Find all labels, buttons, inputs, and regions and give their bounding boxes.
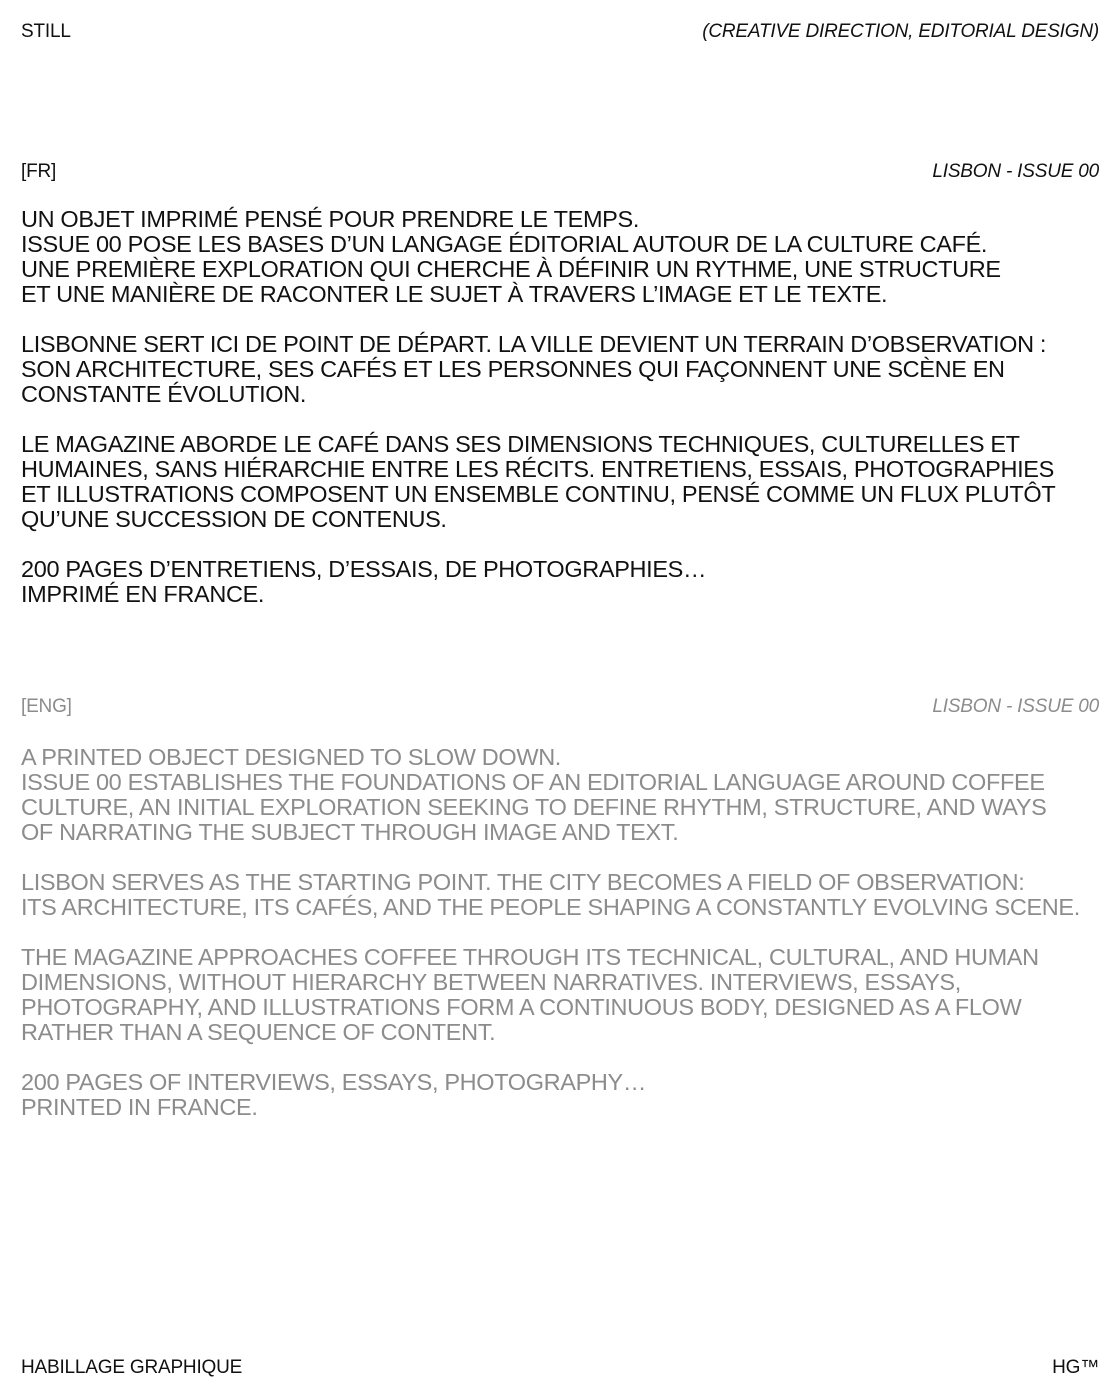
en-section-meta: [21, 695, 1099, 719]
en-paragraph-1: A PRINTED OBJECT DESIGNED TO SLOW DOWN. ISSUE 00 ESTABLISHES THE FOUNDATIONS OF AN EDITORIAL LANGUAGE AROUND COFFEE CULTURE, AN INITIAL EXPLORATION SEEKING TO DEFINE RHYTHM, STRUCTURE, AND WAYS OF NARRATING THE SUBJECT THROUGH IMAGE AND TEXT.: [21, 744, 1047, 845]
en-description: [21, 745, 1101, 1145]
en-paragraph-4: 200 PAGES OF INTERVIEWS, ESSAYS, PHOTOGRAPHY… PRINTED IN FRANCE.: [21, 1069, 647, 1120]
fr-paragraph-3: LE MAGAZINE ABORDE LE CAFÉ DANS SES DIMENSIONS TECHNIQUES, CULTURELLES ET HUMAINES, SANS HIÉRARCHIE ENTRE LES RÉCITS. ENTRETIENS, ESSAIS, PHOTOGRAPHIES ET ILLUSTRATIONS COMPOSENT UN ENSEMBLE CONTINU, PENSÉ COMME UN FLUX PLUTÔT QU’UNE SUCCESSION DE CONTENUS.: [21, 431, 1056, 532]
page-footer: [21, 1356, 1099, 1380]
en-paragraph-3: THE MAGAZINE APPROACHES COFFEE THROUGH ITS TECHNICAL, CULTURAL, AND HUMAN DIMENSIONS, WITHOUT HIERARCHY BETWEEN NARRATIVES. INTERVIEWS, ESSAYS, PHOTOGRAPHY, AND ILLUSTRATIONS FORM A CONTINUOUS BODY, DESIGNED AS A FLOW RATHER THAN A SEQUENCE OF CONTENT.: [21, 944, 1039, 1045]
fr-paragraph-4: 200 PAGES D’ENTRETIENS, D’ESSAIS, DE PHOTOGRAPHIES… IMPRIMÉ EN FRANCE.: [21, 556, 707, 607]
fr-language-label[interactable]: [FR]: [21, 161, 57, 182]
project-title[interactable]: STILL: [21, 21, 71, 42]
en-paragraph-2: LISBON SERVES AS THE STARTING POINT. THE CITY BECOMES A FIELD OF OBSERVATION: ITS ARCHITECTURE, ITS CAFÉS, AND THE PEOPLE SHAPING A CONSTANTLY EVOLVING SCENE.: [21, 869, 1080, 920]
fr-section-meta: [21, 160, 1099, 184]
project-roles: (CREATIVE DIRECTION, EDITORIAL DESIGN): [702, 21, 1099, 42]
en-issue-label: LISBON - ISSUE 00: [932, 696, 1099, 717]
fr-description: [21, 207, 1101, 632]
page-header: [21, 20, 1099, 44]
fr-paragraph-2: LISBONNE SERT ICI DE POINT DE DÉPART. LA VILLE DEVIENT UN TERRAIN D’OBSERVATION : SON ARCHITECTURE, SES CAFÉS ET LES PERSONNES QUI FAÇONNENT UNE SCÈNE EN CONSTANTE ÉVOLUTION.: [21, 331, 1047, 407]
fr-paragraph-1: UN OBJET IMPRIMÉ PENSÉ POUR PRENDRE LE TEMPS. ISSUE 00 POSE LES BASES D’UN LANGAGE ÉDITORIAL AUTOUR DE LA CULTURE CAFÉ. UNE PREMIÈRE EXPLORATION QUI CHERCHE À DÉFINIR UN RYTHME, UNE STRUCTURE ET UNE MANIÈRE DE RACONTER LE SUJET À TRAVERS L’IMAGE ET LE TEXTE.: [21, 206, 1001, 307]
fr-issue-label: LISBON - ISSUE 00: [932, 161, 1099, 182]
footer-logo-mark[interactable]: HG™: [1052, 1357, 1099, 1378]
footer-studio-name[interactable]: HABILLAGE GRAPHIQUE: [21, 1357, 243, 1378]
en-language-label[interactable]: [ENG]: [21, 696, 72, 717]
